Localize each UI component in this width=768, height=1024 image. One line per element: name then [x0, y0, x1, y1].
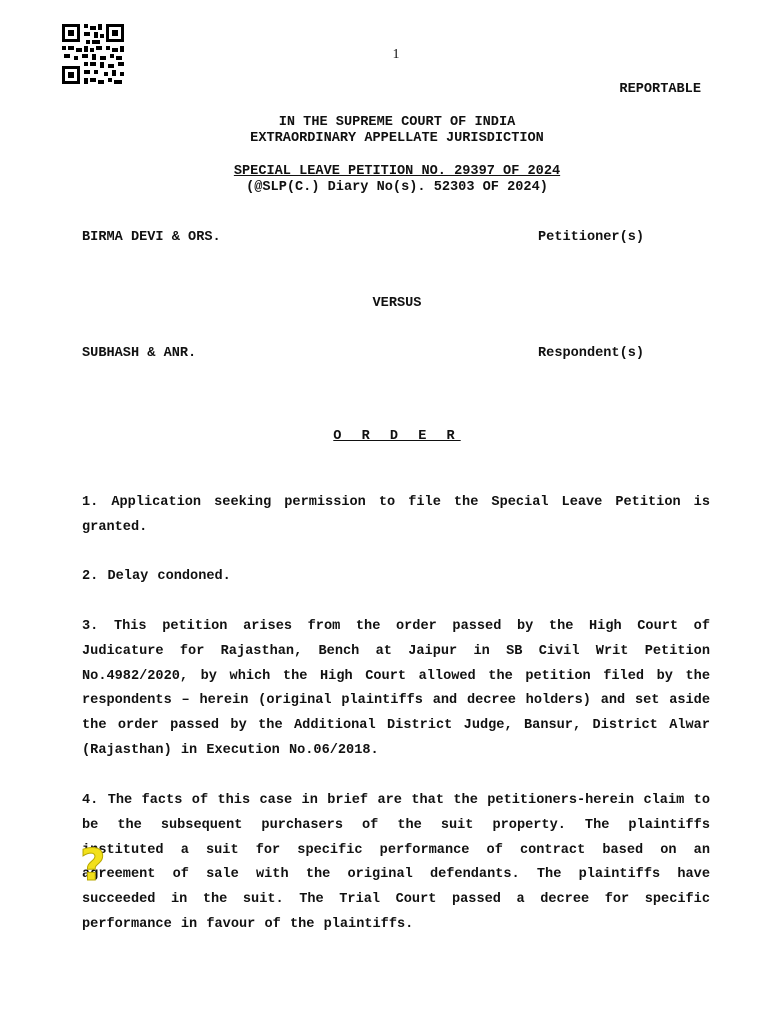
paragraph-4: 4. The facts of this case in brief are that the petitioners-herein claim to be the subsequent purchasers of the suit property. The plaintiffs instituted a suit for specific performance of contract based on an agreement of sale with the original defendants. The plaintiffs have succeeded in the suit. The Trial Court passed a decree for specific performance in favour of the plaintiffs.	[82, 793, 710, 932]
paragraph-3: 3. This petition arises from the order passed by the High Court of Judicature for Rajasthan, Bench at Jaipur in SB Civil Writ Petition No.4982/2020, by which the High Court allowed the petition filed by the respondents – herein (original plaintiffs and decree holders) and set aside the order passed by the Additional District Judge, Bansur, District Alwar (Rajasthan) in Execution No.06/2018.	[82, 619, 710, 758]
qr-code-icon	[62, 24, 124, 84]
diary-number: (@SLP(C.) Diary No(s). 52303 OF 2024)	[246, 180, 548, 195]
case-number: SPECIAL LEAVE PETITION NO. 29397 OF 2024	[233, 164, 561, 179]
paragraph-1: 1. Application seeking permission to file the Special Leave Petition is granted.	[82, 495, 710, 535]
question-mark-icon: ?	[80, 840, 106, 891]
respondent-role: Respondent(s)	[538, 346, 645, 361]
paragraph-2: 2. Delay condoned.	[82, 569, 231, 584]
jurisdiction: EXTRAORDINARY APPELLATE JURISDICTION	[250, 131, 544, 146]
order-heading: O R D E R	[333, 429, 461, 444]
petitioner-role: Petitioner(s)	[538, 230, 645, 245]
versus-label: VERSUS	[372, 296, 422, 311]
page-number: 1	[392, 47, 400, 62]
court-name: IN THE SUPREME COURT OF INDIA	[278, 115, 516, 130]
petitioner-name: BIRMA DEVI & ORS.	[82, 230, 221, 245]
reportable-label: REPORTABLE	[619, 82, 701, 97]
respondent-name: SUBHASH & ANR.	[82, 346, 197, 361]
